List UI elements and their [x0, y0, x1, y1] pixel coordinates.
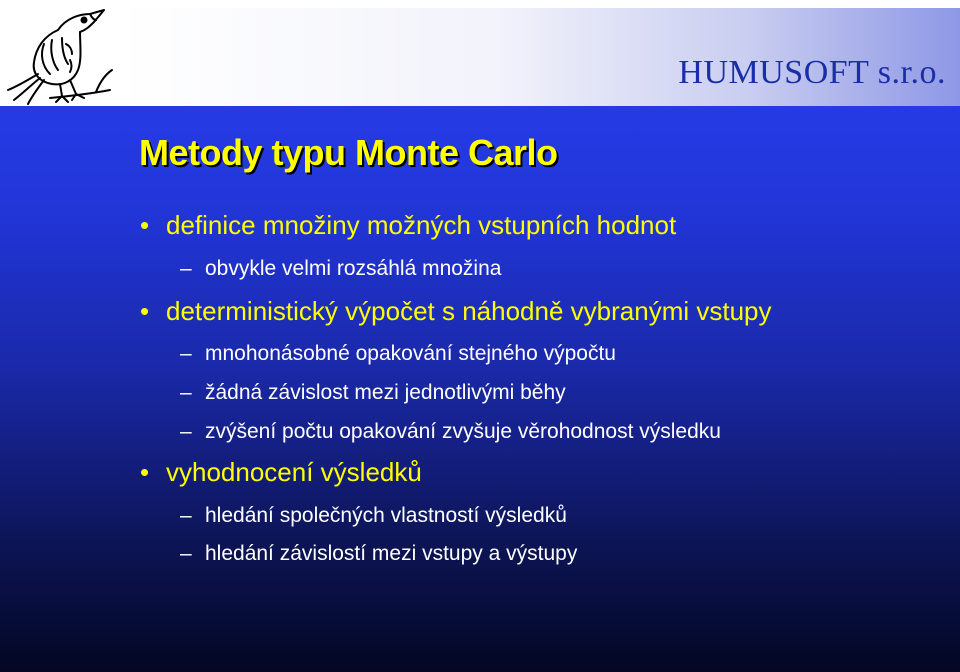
sub-bullet-text: obvykle velmi rozsáhlá množina — [205, 257, 502, 280]
bullet-marker: • — [140, 210, 150, 240]
sub-bullet-item — [180, 504, 567, 528]
company-name: HUMUSOFT s.r.o. — [678, 54, 946, 91]
bullet-marker: • — [140, 457, 150, 487]
bullet-text: deterministický výpočet s náhodně vybranými vstupy — [166, 296, 772, 326]
sub-bullet-text: zvýšení počtu opakování zvyšuje věrohodnost výsledku — [205, 420, 721, 443]
bullet-text: vyhodnocení výsledků — [166, 457, 422, 487]
sub-bullet-item — [180, 420, 721, 444]
sub-bullet-text: hledání závislostí mezi vstupy a výstupy — [205, 542, 578, 565]
sub-bullet-text: žádná závislost mezi jednotlivými běhy — [205, 381, 566, 404]
sub-bullet-item — [180, 542, 577, 566]
bullet-item — [140, 457, 422, 488]
dash-marker: – — [180, 257, 192, 280]
dash-marker: – — [180, 542, 192, 565]
sub-bullet-item — [180, 342, 616, 366]
bullet-marker: • — [140, 296, 150, 326]
bullet-item — [140, 210, 676, 241]
sub-bullet-item — [180, 381, 566, 405]
dash-marker: – — [180, 342, 192, 365]
sub-bullet-item — [180, 257, 501, 281]
bullet-item — [140, 296, 772, 327]
dash-marker: – — [180, 504, 192, 527]
bullet-text: definice množiny možných vstupních hodnot — [166, 210, 677, 240]
sub-bullet-text: mnohonásobné opakování stejného výpočtu — [205, 342, 616, 365]
dash-marker: – — [180, 420, 192, 443]
slide-title: Metody typu Monte Carlo — [139, 132, 558, 173]
sub-bullet-text: hledání společných vlastností výsledků — [205, 504, 567, 527]
dash-marker: – — [180, 381, 192, 404]
